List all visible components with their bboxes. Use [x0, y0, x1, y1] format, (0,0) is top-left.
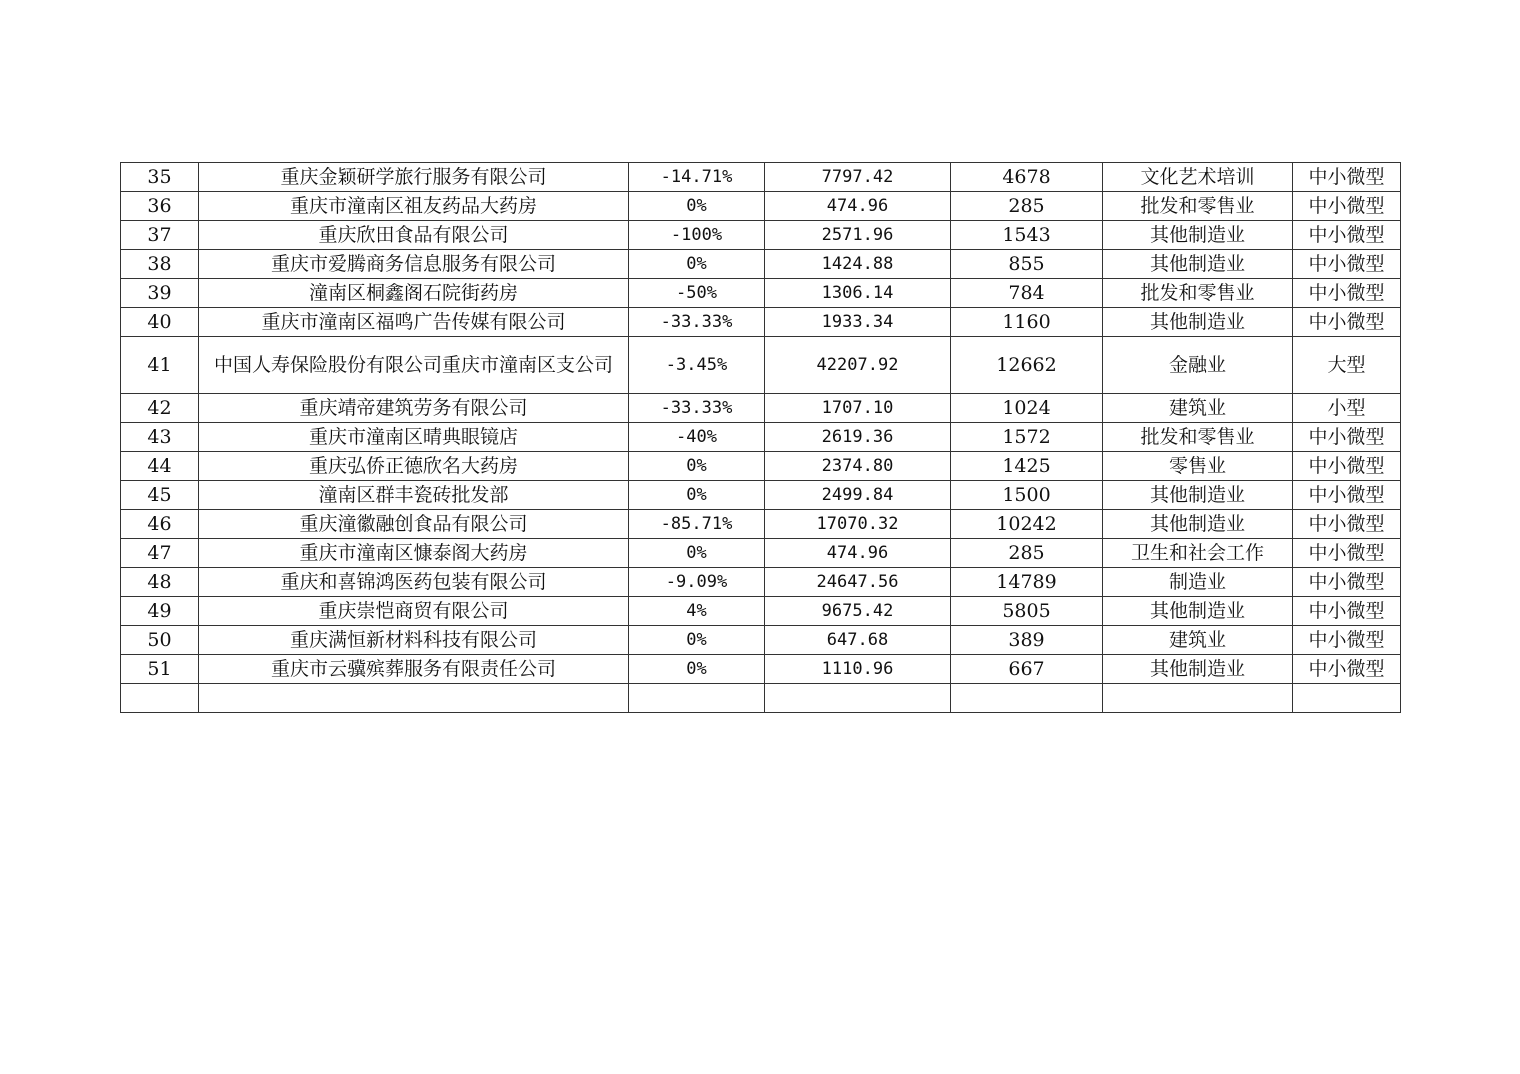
cell-enterprise-size: 中小微型 [1293, 568, 1401, 597]
cell-company-name: 重庆弘侨正德欣名大药房 [199, 452, 629, 481]
table-row [121, 597, 1401, 626]
cell-change-rate: -50% [629, 279, 765, 308]
cell-enterprise-size: 中小微型 [1293, 250, 1401, 279]
cell-industry: 金融业 [1103, 337, 1293, 394]
table-row [121, 452, 1401, 481]
table-row [121, 337, 1401, 394]
table-row [121, 192, 1401, 221]
cell-count: 12662 [951, 337, 1103, 394]
cell-enterprise-size: 中小微型 [1293, 221, 1401, 250]
cell-company-name: 重庆金颖研学旅行服务有限公司 [199, 163, 629, 192]
cell-index: 39 [121, 279, 199, 308]
cell-index: 47 [121, 539, 199, 568]
cell-change-rate: -14.71% [629, 163, 765, 192]
cell-amount: 1933.34 [765, 308, 951, 337]
cell-amount: 1424.88 [765, 250, 951, 279]
cell-count: 667 [951, 655, 1103, 684]
cell-index: 44 [121, 452, 199, 481]
cell-amount: 647.68 [765, 626, 951, 655]
cell-amount: 1707.10 [765, 394, 951, 423]
table-row [121, 568, 1401, 597]
cell-change-rate [629, 684, 765, 713]
cell-count: 1425 [951, 452, 1103, 481]
cell-industry: 建筑业 [1103, 626, 1293, 655]
table-row [121, 394, 1401, 423]
cell-enterprise-size: 中小微型 [1293, 626, 1401, 655]
table-row [121, 626, 1401, 655]
cell-enterprise-size: 中小微型 [1293, 192, 1401, 221]
cell-industry: 批发和零售业 [1103, 423, 1293, 452]
cell-company-name: 重庆满恒新材料科技有限公司 [199, 626, 629, 655]
cell-enterprise-size: 中小微型 [1293, 279, 1401, 308]
table-row [121, 221, 1401, 250]
cell-index [121, 684, 199, 713]
cell-count: 784 [951, 279, 1103, 308]
cell-count: 1572 [951, 423, 1103, 452]
cell-count: 1160 [951, 308, 1103, 337]
cell-company-name: 中国人寿保险股份有限公司重庆市潼南区支公司 [199, 337, 629, 394]
cell-company-name: 重庆和喜锦鸿医药包装有限公司 [199, 568, 629, 597]
cell-change-rate: 4% [629, 597, 765, 626]
cell-index: 36 [121, 192, 199, 221]
cell-change-rate: -9.09% [629, 568, 765, 597]
cell-company-name: 重庆市潼南区晴典眼镜店 [199, 423, 629, 452]
cell-count: 14789 [951, 568, 1103, 597]
cell-count: 285 [951, 192, 1103, 221]
cell-company-name: 重庆市潼南区福鸣广告传媒有限公司 [199, 308, 629, 337]
cell-enterprise-size: 中小微型 [1293, 308, 1401, 337]
cell-change-rate: 0% [629, 626, 765, 655]
cell-industry: 文化艺术培训 [1103, 163, 1293, 192]
cell-index: 35 [121, 163, 199, 192]
cell-index: 46 [121, 510, 199, 539]
table-row [121, 481, 1401, 510]
cell-amount: 474.96 [765, 539, 951, 568]
cell-count: 389 [951, 626, 1103, 655]
cell-enterprise-size: 中小微型 [1293, 163, 1401, 192]
cell-index: 45 [121, 481, 199, 510]
cell-index: 40 [121, 308, 199, 337]
data-table [120, 162, 1401, 713]
cell-index: 49 [121, 597, 199, 626]
cell-industry: 其他制造业 [1103, 250, 1293, 279]
cell-count: 10242 [951, 510, 1103, 539]
cell-count: 1024 [951, 394, 1103, 423]
table-row [121, 539, 1401, 568]
cell-company-name: 重庆市云骥殡葬服务有限责任公司 [199, 655, 629, 684]
cell-count: 1500 [951, 481, 1103, 510]
cell-industry: 批发和零售业 [1103, 192, 1293, 221]
cell-amount: 24647.56 [765, 568, 951, 597]
cell-company-name [199, 684, 629, 713]
table-row [121, 308, 1401, 337]
cell-change-rate: -3.45% [629, 337, 765, 394]
cell-enterprise-size: 大型 [1293, 337, 1401, 394]
table-row [121, 279, 1401, 308]
table-row [121, 655, 1401, 684]
cell-count: 1543 [951, 221, 1103, 250]
cell-enterprise-size: 中小微型 [1293, 481, 1401, 510]
cell-change-rate: -33.33% [629, 308, 765, 337]
cell-company-name: 重庆市潼南区慷泰阁大药房 [199, 539, 629, 568]
cell-count: 5805 [951, 597, 1103, 626]
cell-amount: 42207.92 [765, 337, 951, 394]
cell-change-rate: 0% [629, 655, 765, 684]
cell-index: 51 [121, 655, 199, 684]
table-row [121, 163, 1401, 192]
cell-amount: 474.96 [765, 192, 951, 221]
cell-index: 38 [121, 250, 199, 279]
table-row [121, 510, 1401, 539]
cell-industry: 其他制造业 [1103, 221, 1293, 250]
cell-index: 42 [121, 394, 199, 423]
cell-industry: 批发和零售业 [1103, 279, 1293, 308]
cell-industry: 其他制造业 [1103, 481, 1293, 510]
cell-index: 50 [121, 626, 199, 655]
cell-count: 4678 [951, 163, 1103, 192]
cell-company-name: 重庆欣田食品有限公司 [199, 221, 629, 250]
cell-change-rate: 0% [629, 192, 765, 221]
cell-enterprise-size: 小型 [1293, 394, 1401, 423]
cell-industry: 其他制造业 [1103, 308, 1293, 337]
cell-amount: 2499.84 [765, 481, 951, 510]
cell-change-rate: 0% [629, 539, 765, 568]
cell-amount [765, 684, 951, 713]
cell-industry [1103, 684, 1293, 713]
cell-count: 855 [951, 250, 1103, 279]
cell-change-rate: 0% [629, 481, 765, 510]
cell-change-rate: -40% [629, 423, 765, 452]
table-body [121, 163, 1401, 713]
cell-amount: 2619.36 [765, 423, 951, 452]
cell-amount: 1110.96 [765, 655, 951, 684]
cell-company-name: 重庆市潼南区祖友药品大药房 [199, 192, 629, 221]
cell-industry: 建筑业 [1103, 394, 1293, 423]
cell-enterprise-size: 中小微型 [1293, 452, 1401, 481]
cell-amount: 2374.80 [765, 452, 951, 481]
cell-amount: 2571.96 [765, 221, 951, 250]
cell-industry: 其他制造业 [1103, 655, 1293, 684]
cell-enterprise-size: 中小微型 [1293, 423, 1401, 452]
cell-industry: 其他制造业 [1103, 510, 1293, 539]
cell-count: 285 [951, 539, 1103, 568]
cell-amount: 9675.42 [765, 597, 951, 626]
cell-index: 43 [121, 423, 199, 452]
cell-change-rate: 0% [629, 452, 765, 481]
cell-change-rate: -100% [629, 221, 765, 250]
cell-amount: 17070.32 [765, 510, 951, 539]
cell-company-name: 重庆潼徽融创食品有限公司 [199, 510, 629, 539]
cell-industry: 卫生和社会工作 [1103, 539, 1293, 568]
cell-industry: 零售业 [1103, 452, 1293, 481]
cell-change-rate: 0% [629, 250, 765, 279]
cell-company-name: 重庆崇恺商贸有限公司 [199, 597, 629, 626]
table-row [121, 250, 1401, 279]
cell-industry: 其他制造业 [1103, 597, 1293, 626]
cell-enterprise-size: 中小微型 [1293, 597, 1401, 626]
cell-industry: 制造业 [1103, 568, 1293, 597]
cell-enterprise-size: 中小微型 [1293, 510, 1401, 539]
cell-index: 48 [121, 568, 199, 597]
cell-enterprise-size: 中小微型 [1293, 655, 1401, 684]
cell-change-rate: -33.33% [629, 394, 765, 423]
cell-company-name: 重庆市爱腾商务信息服务有限公司 [199, 250, 629, 279]
cell-amount: 1306.14 [765, 279, 951, 308]
table-row [121, 423, 1401, 452]
cell-enterprise-size [1293, 684, 1401, 713]
cell-company-name: 潼南区桐鑫阁石院街药房 [199, 279, 629, 308]
cell-company-name: 重庆靖帝建筑劳务有限公司 [199, 394, 629, 423]
cell-count [951, 684, 1103, 713]
cell-index: 41 [121, 337, 199, 394]
cell-change-rate: -85.71% [629, 510, 765, 539]
cell-index: 37 [121, 221, 199, 250]
cell-enterprise-size: 中小微型 [1293, 539, 1401, 568]
cell-amount: 7797.42 [765, 163, 951, 192]
cell-company-name: 潼南区群丰瓷砖批发部 [199, 481, 629, 510]
table-row [121, 684, 1401, 713]
